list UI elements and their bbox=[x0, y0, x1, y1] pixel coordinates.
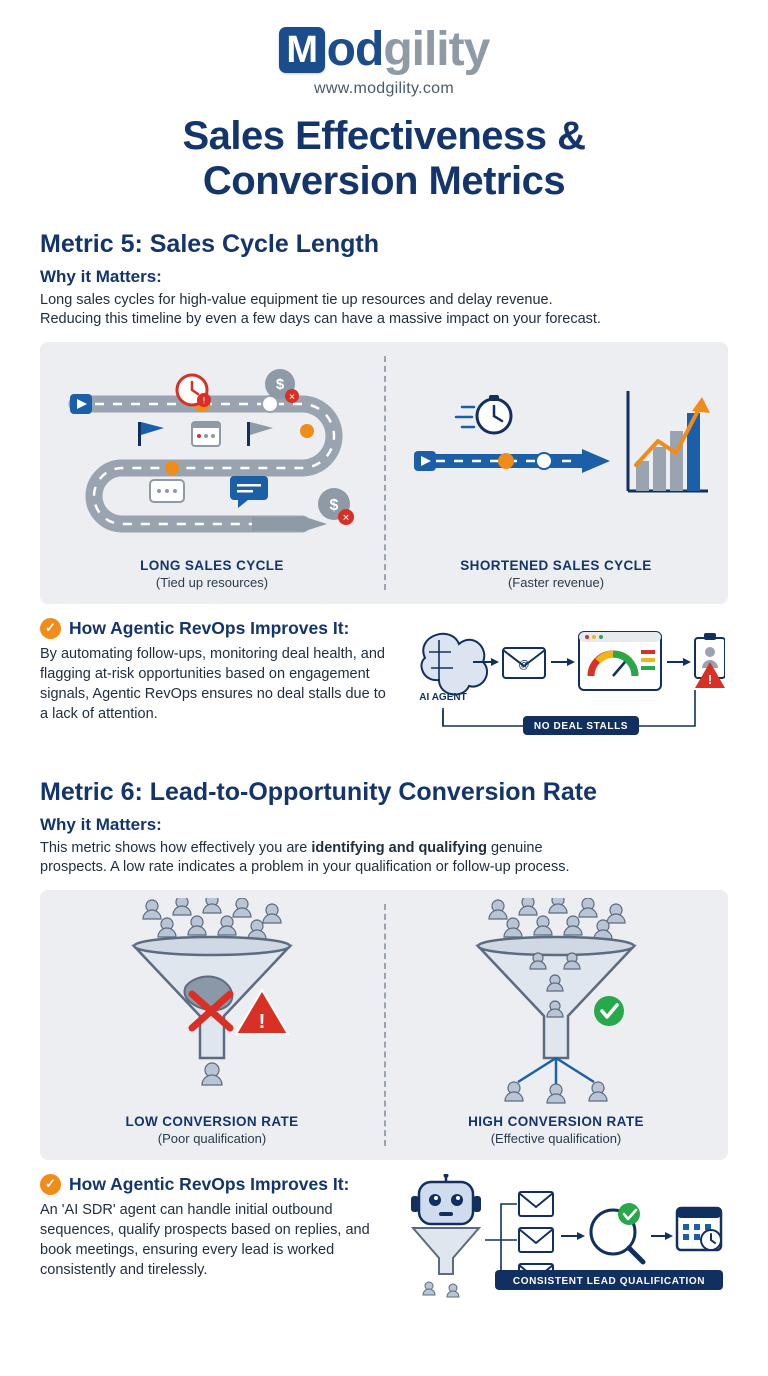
low-conversion-artwork bbox=[40, 898, 384, 1108]
page-title bbox=[40, 114, 728, 204]
svg-text:$: $ bbox=[275, 375, 285, 393]
brand-logo bbox=[40, 0, 728, 98]
metric-5-improves-text-block bbox=[40, 618, 388, 724]
metric-6-why-line2: prospects. A low rate indicates a problem in your qualification or follow-up process. bbox=[40, 859, 570, 876]
metric-6-why-line1c: genuine bbox=[486, 839, 543, 856]
metric-5-why-text bbox=[40, 291, 728, 330]
metric-5-improves bbox=[40, 618, 728, 748]
metric-5-why-line2: Reducing this timeline by even a few days can have a massive impact on your forecast. bbox=[40, 311, 601, 328]
long-sales-cycle-half bbox=[40, 342, 384, 604]
svg-text:$: $ bbox=[329, 496, 339, 514]
ai-agent-label: AI AGENT bbox=[419, 691, 467, 703]
low-conversion-subcaption: (Poor qualification) bbox=[157, 1130, 267, 1146]
consistent-lead-qualification-pill: CONSISTENT LEAD QUALIFICATION bbox=[512, 1275, 706, 1287]
logo-od-text: od bbox=[326, 23, 384, 76]
long-cycle-artwork bbox=[40, 350, 384, 552]
metric-6-why-emphasis: identifying and qualifying bbox=[311, 839, 487, 856]
metric-5-improves-body: By automating follow-ups, monitoring deal health, and flagging at-risk opportunities based on engagement signals, Agentic RevOps ensures no deal stalls due to a lack of attention. bbox=[40, 645, 386, 722]
short-cycle-caption: SHORTENED SALES CYCLE bbox=[460, 557, 652, 573]
metric-6-illustration-panel bbox=[40, 890, 728, 1160]
high-conversion-caption: HIGH CONVERSION RATE bbox=[468, 1113, 644, 1129]
page-title-line1: Sales Effectiveness & bbox=[182, 114, 586, 158]
logo-wordmark bbox=[40, 23, 728, 76]
short-sales-cycle-half bbox=[384, 342, 728, 604]
high-conversion-artwork bbox=[384, 898, 728, 1108]
svg-text:!: ! bbox=[707, 671, 713, 687]
low-conversion-caption: LOW CONVERSION RATE bbox=[125, 1113, 299, 1129]
metric-6-improves-title: How Agentic RevOps Improves It: bbox=[69, 1173, 350, 1194]
svg-text:✕: ✕ bbox=[342, 512, 350, 523]
metric-5-why-line1: Long sales cycles for high-value equipment tie up resources and delay revenue. bbox=[40, 291, 553, 308]
metric-6-improves-heading bbox=[40, 1174, 388, 1195]
winding-road-icon bbox=[52, 356, 372, 546]
svg-text:!: ! bbox=[258, 1010, 266, 1033]
check-circle-icon: ✓ bbox=[40, 618, 61, 639]
metric-6-improves-diagram bbox=[402, 1174, 728, 1299]
high-conversion-half bbox=[384, 890, 728, 1160]
long-cycle-caption: LONG SALES CYCLE bbox=[140, 557, 284, 573]
metric-5-title: Metric 5: Sales Cycle Length bbox=[40, 229, 380, 258]
ai-sdr-flow-icon bbox=[405, 1174, 725, 1299]
no-deal-stalls-pill: NO DEAL STALLS bbox=[533, 720, 629, 732]
high-conversion-subcaption: (Effective qualification) bbox=[490, 1130, 622, 1146]
metric-6-improves bbox=[40, 1174, 728, 1299]
metric-6-title: Metric 6: Lead-to-Opportunity Conversion Rate bbox=[40, 777, 597, 806]
metric-6-why-line1a: This metric shows how effectively you are bbox=[40, 839, 312, 856]
svg-text:✕: ✕ bbox=[288, 392, 296, 402]
flowing-funnel-icon bbox=[426, 898, 686, 1108]
page-title-line2: Conversion Metrics bbox=[202, 158, 566, 203]
straight-road-chart-icon bbox=[396, 361, 716, 541]
clogged-funnel-icon bbox=[82, 898, 342, 1108]
svg-text:@: @ bbox=[518, 658, 530, 671]
metric-6-improves-body: An 'AI SDR' agent can handle initial outbound sequences, qualify prospects based on replies, and book meetings, ensuring every lead is worked consistently and tirelessly. bbox=[40, 1201, 370, 1278]
section-metric-5 bbox=[40, 230, 728, 748]
metric-6-improves-text-block bbox=[40, 1174, 388, 1280]
section-metric-6 bbox=[40, 778, 728, 1299]
metric-5-improves-heading bbox=[40, 618, 388, 639]
ai-agent-flow-icon bbox=[405, 618, 725, 748]
metric-6-why-label: Why it Matters: bbox=[40, 814, 162, 834]
metric-5-improves-diagram bbox=[402, 618, 728, 748]
svg-text:!: ! bbox=[202, 395, 206, 406]
metric-5-illustration-panel bbox=[40, 342, 728, 604]
logo-url: www.modgility.com bbox=[314, 80, 454, 97]
long-cycle-subcaption: (Tied up resources) bbox=[155, 574, 269, 590]
logo-gility-text: gility bbox=[383, 23, 490, 76]
metric-5-improves-title: How Agentic RevOps Improves It: bbox=[69, 617, 350, 638]
check-circle-icon: ✓ bbox=[40, 1174, 61, 1195]
metric-5-why-label: Why it Matters: bbox=[40, 266, 162, 286]
short-cycle-artwork bbox=[384, 350, 728, 552]
metric-6-why-text bbox=[40, 839, 728, 878]
low-conversion-half bbox=[40, 890, 384, 1160]
short-cycle-subcaption: (Faster revenue) bbox=[507, 574, 605, 590]
logo-m-mark: M bbox=[279, 27, 325, 73]
